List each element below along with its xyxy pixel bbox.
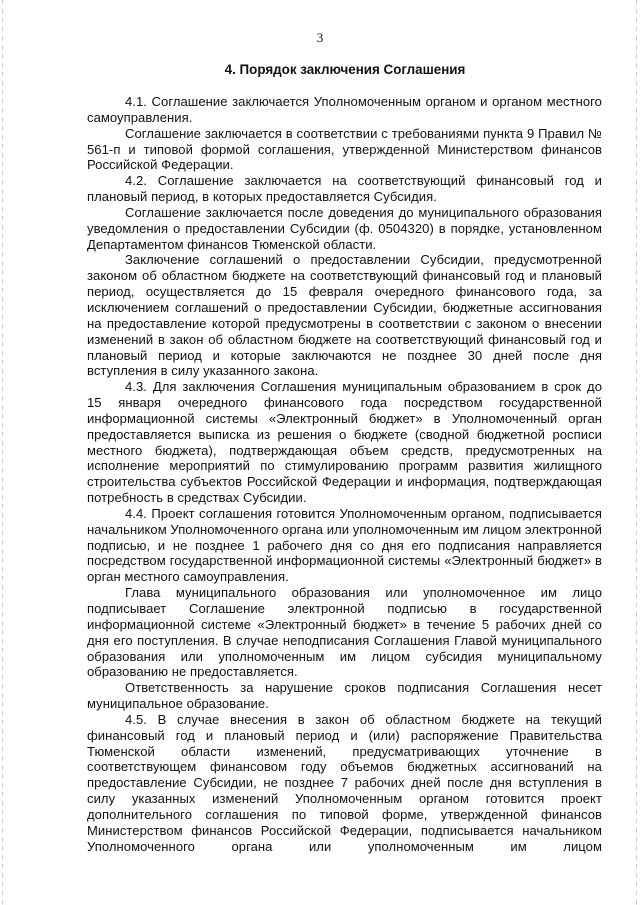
paragraph: 4.4. Проект соглашения готовится Уполномоченным органом, подписывается начальником Уполномоченного органа или уполномоченным им лицом электронной подписью, и не позднее 1 рабочего дня со дня его подписания направляется посредством государственной информационной системы «Электронный бюджет» в орган местного самоуправления. bbox=[87, 505, 602, 585]
paragraph: Соглашение заключается после доведения до муниципального образования уведомления о предоставлении Субсидии (ф. 0504320) в порядке, установленном Департаментом финансов Тюменской области. bbox=[87, 204, 602, 252]
paragraph: Ответственность за нарушение сроков подписания Соглашения несет муниципальное образование. bbox=[87, 680, 602, 712]
paragraph: 4.5. В случае внесения в закон об областном бюджете на текущий финансовый год и плановый период и (или) распоряжение Правительства Тюменской области изменений, предусматривающих уточнение в соответствующем финансовом году объемов бюджетных ассигнований на предоставление Субсидии, не позднее 7 рабочих дней после дня вступления в силу указанных изменений Уполномоченным органом готовится проект дополнительного соглашения по типовой форме, утвержденной финансов Министерством финансов Российской Федерации, подписывается начальником Уполномоченного органа или уполномоченным им лицом bbox=[87, 711, 602, 854]
paragraph: 4.3. Для заключения Соглашения муниципальным образованием в срок до 15 января очередного финансового года посредством государственной информационной системы «Электронный бюджет» в Уполномоченный орган предоставляется выписка из решения о бюджете (сводной бюджетной росписи местного бюджета), подтверждающая объем средств, предусмотренных на исполнение мероприятий по стимулированию программ развития жилищного строительства субъектов Российской Федерации и информация, подтверждающая потребность в средствах Субсидии. bbox=[87, 379, 602, 506]
body-text bbox=[87, 94, 602, 855]
scan-edge-right bbox=[636, 0, 637, 905]
page-number: 3 bbox=[316, 30, 324, 45]
paragraph: Заключение соглашений о предоставлении Субсидии, предусмотренной законом об областном бюджете на соответствующий финансовый год и плановый период, осуществляется до 15 февраля очередного финансового года, за исключением соглашений о предоставлении Субсидии, бюджетные ассигнования на предоставление которой предусмотрены в соответствии с законом о внесении изменений в закон об областном бюджете на соответствующий финансовый год и плановый период и которые заключаются не позднее 30 дней после дня вступления в силу указанного закона. bbox=[87, 252, 602, 379]
paragraph: Соглашение заключается в соответствии с требованиями пункта 9 Правил № 561-п и типовой формой соглашения, утвержденной Министерством финансов Российской Федерации. bbox=[87, 125, 602, 173]
paragraph: 4.2. Соглашение заключается на соответствующий финансовый год и плановый период, в которых предоставляется Субсидия. bbox=[87, 173, 602, 205]
scan-edge-left bbox=[2, 0, 3, 905]
section-title: 4. Порядок заключения Соглашения bbox=[224, 62, 466, 77]
paragraph: 4.1. Соглашение заключается Уполномоченным органом и органом местного самоуправления. bbox=[87, 94, 602, 125]
paragraph: Глава муниципального образования или уполномоченное им лицо подписывает Соглашение электронной подписью в государственной информационной системе «Электронный бюджет» в течение 5 рабочих дней со дня его поступления. В случае неподписания Соглашения Главой муниципального образования или уполномоченным им лицом субсидия муниципальному образованию не предоставляется. bbox=[87, 585, 602, 680]
